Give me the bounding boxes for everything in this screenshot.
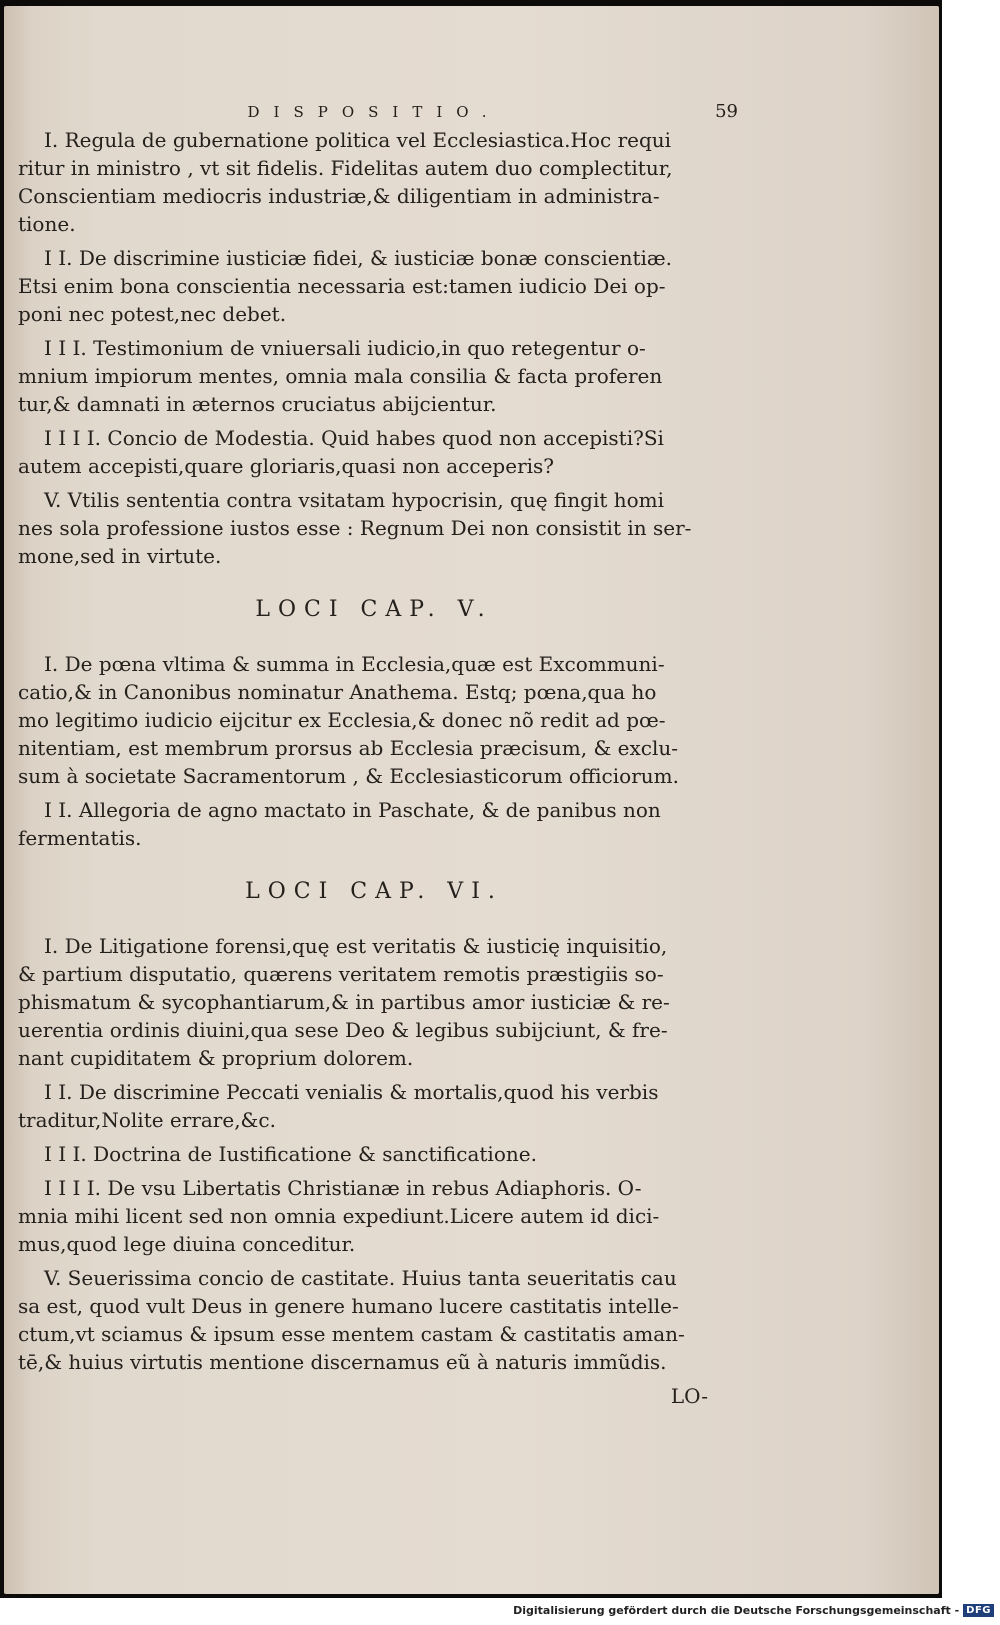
entry-item bbox=[18, 1140, 730, 1168]
text-line: catio,& in Canonibus nominatur Anathema. Estq; pœna,qua ho bbox=[18, 680, 657, 704]
text-line: I I I. Doctrina de Iustificatione & sanctificatione. bbox=[44, 1142, 537, 1166]
entry-item bbox=[18, 486, 730, 570]
entry-item bbox=[18, 244, 730, 328]
text-line: autem accepisti,quare gloriaris,quasi non acceperis? bbox=[18, 454, 555, 478]
text-line: I. De pœna vltima & summa in Ecclesia,quæ est Excommuni- bbox=[44, 652, 665, 676]
text-line: I I. De discrimine iusticiæ fidei, & iusticiæ bonæ conscientiæ. bbox=[44, 246, 673, 270]
chapter6-items bbox=[18, 932, 730, 1376]
text-line: I I. De discrimine Peccati venialis & mortalis,quod his verbis bbox=[44, 1080, 659, 1104]
text-line: sum à societate Sacramentorum , & Ecclesiasticorum officiorum. bbox=[18, 764, 679, 788]
text-block bbox=[18, 98, 738, 1410]
text-line: ctum,vt sciamus & ipsum esse mentem castam & castitatis aman- bbox=[18, 1322, 685, 1346]
running-title: DISPOSITIO. bbox=[247, 103, 501, 121]
entry-item bbox=[18, 126, 730, 238]
entry-item bbox=[18, 1264, 730, 1376]
text-line: poni nec potest,nec debet. bbox=[18, 302, 287, 326]
text-line: I I I. Testimonium de vniuersali iudicio,in quo retegentur o- bbox=[44, 336, 646, 360]
entry-item bbox=[18, 796, 730, 852]
text-line: mnia mihi licent sed non omnia expediunt.Licere autem id dici- bbox=[18, 1204, 660, 1228]
text-line: mone,sed in virtute. bbox=[18, 544, 222, 568]
text-line: tē,& huius virtutis mentione discernamus eũ à naturis immũdis. bbox=[18, 1350, 667, 1374]
entry-item bbox=[18, 1174, 730, 1258]
text-line: fermentatis. bbox=[18, 826, 142, 850]
entry-item bbox=[18, 650, 730, 790]
chapter5-title: LOCI CAP. V. bbox=[255, 597, 493, 622]
entry-item bbox=[18, 932, 730, 1072]
chapter4-items bbox=[18, 126, 730, 570]
text-line: I I I I. De vsu Libertatis Christianæ in rebus Adiaphoris. O- bbox=[44, 1176, 642, 1200]
text-line: I. De Litigatione forensi,quę est veritatis & iusticię inquisitio, bbox=[44, 934, 668, 958]
entry-item bbox=[18, 1078, 730, 1134]
text-line: I. Regula de gubernatione politica vel Ecclesiastica.Hoc requi bbox=[44, 128, 672, 152]
digitization-credit bbox=[513, 1604, 994, 1617]
text-line: nant cupiditatem & proprium dolorem. bbox=[18, 1046, 414, 1070]
chapter6-title: LOCI CAP. VI. bbox=[245, 879, 503, 904]
text-line: mo legitimo iudicio eijcitur ex Ecclesia,& donec nõ redit ad pœ- bbox=[18, 708, 666, 732]
text-line: mus,quod lege diuina conceditur. bbox=[18, 1232, 356, 1256]
text-line: sa est, quod vult Deus in genere humano lucere castitatis intelle- bbox=[18, 1294, 679, 1318]
text-line: Etsi enim bona conscientia necessaria est:tamen iudicio Dei op- bbox=[18, 274, 666, 298]
running-header bbox=[18, 98, 738, 126]
text-line: phismatum & sycophantiarum,& in partibus amor iusticiæ & re- bbox=[18, 990, 670, 1014]
text-line: tur,& damnati in æternos cruciatus abijcientur. bbox=[18, 392, 497, 416]
text-line: mnium impiorum mentes, omnia mala consilia & facta proferen bbox=[18, 364, 663, 388]
text-line: V. Vtilis sententia contra vsitatam hypocrisin, quę fingit homi bbox=[44, 488, 665, 512]
text-line: nitentiam, est membrum prorsus ab Ecclesia præcisum, & exclu- bbox=[18, 736, 678, 760]
text-line: I I. Allegoria de agno mactato in Paschate, & de panibus non bbox=[44, 798, 661, 822]
text-line: Conscientiam mediocris industriæ,& diligentiam in administra- bbox=[18, 184, 660, 208]
entry-item bbox=[18, 424, 730, 480]
chapter5-items bbox=[18, 650, 730, 852]
text-line: nes sola professione iustos esse : Regnum Dei non consistit in ser- bbox=[18, 516, 692, 540]
text-line: traditur,Nolite errare,&c. bbox=[18, 1108, 276, 1132]
folio-number: 59 bbox=[715, 101, 738, 122]
book-page bbox=[4, 6, 939, 1594]
entry-item bbox=[18, 334, 730, 418]
credit-text: Digitalisierung gefördert durch die Deutsche Forschungsgemeinschaft - bbox=[513, 1604, 960, 1617]
text-line: V. Seuerissima concio de castitate. Huius tanta seueritatis cau bbox=[44, 1266, 677, 1290]
text-line: uerentia ordinis diuini,qua sese Deo & legibus subijciunt, & fre- bbox=[18, 1018, 668, 1042]
dfg-logo: DFG bbox=[963, 1604, 994, 1617]
catchword: LO- bbox=[670, 1384, 708, 1408]
text-line: tione. bbox=[18, 212, 76, 236]
text-line: & partium disputatio, quærens veritatem remotis præstigiis so- bbox=[18, 962, 664, 986]
text-line: I I I I. Concio de Modestia. Quid habes quod non accepisti?Si bbox=[44, 426, 664, 450]
text-line: ritur in ministro , vt sit fidelis. Fidelitas autem duo complectitur, bbox=[18, 156, 673, 180]
